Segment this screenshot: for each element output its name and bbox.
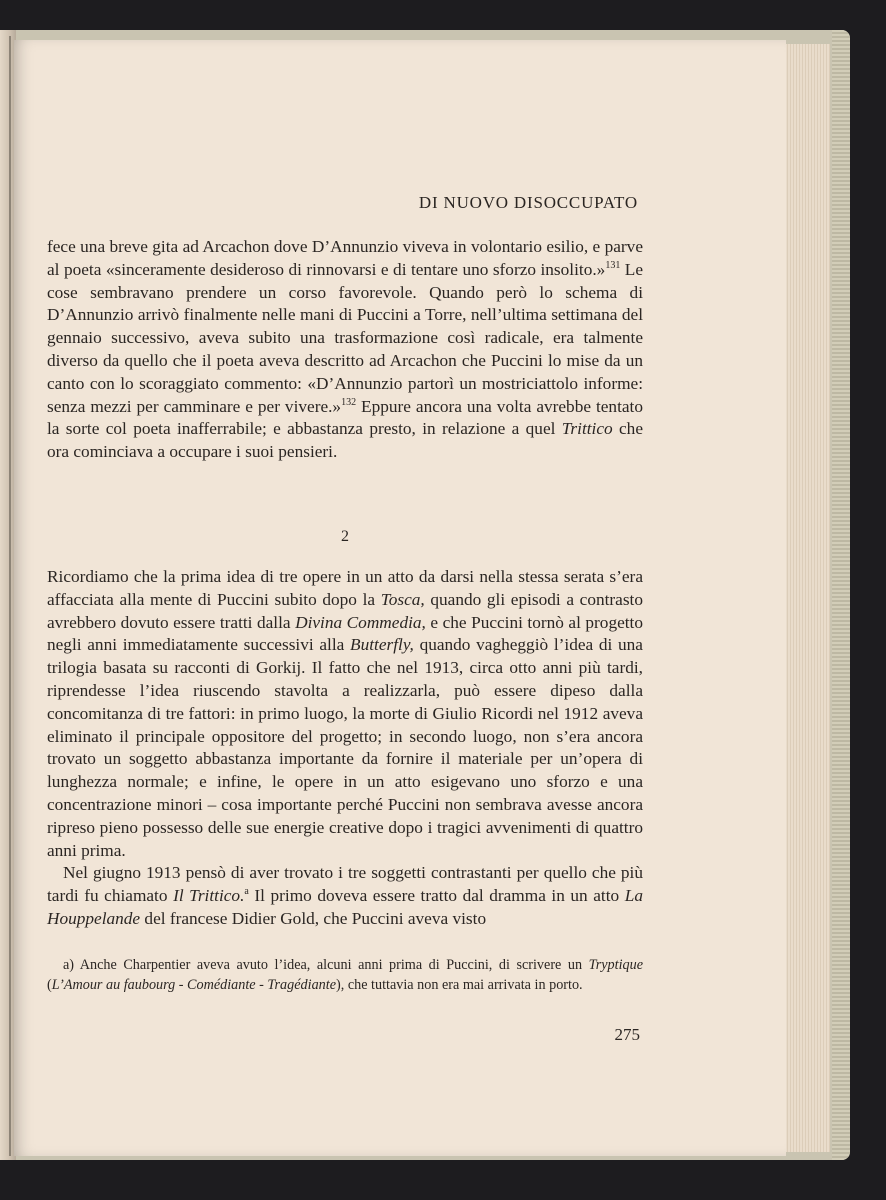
section-2-text (47, 566, 643, 931)
gutter-line (9, 36, 11, 1156)
paragraph-3: Nel giugno 1913 pensò di aver trovato i tre soggetti contrastanti per quello che più tardi fu chiamato Il Trittico.$^a$ Il primo doveva essere tratto dal dramma in un atto La Houppelande del francese Didier Gold, che Puccini aveva visto (47, 863, 643, 928)
endnote-ref-132: 132 (341, 396, 357, 408)
paragraph-1: fece una breve gita ad Arcachon dove D’Annunzio viveva in volontario esilio, e parve al poeta «sinceramente desideroso di rinnovarsi e di tentare uno sforzo insolito.»$^{131}$ Le cose sembravano prendere un corso favorevole. Quando però lo schema di D’Annunzio arrivò finalmente nelle mani di Puccini a Torre, nell’ultima settimana del gennaio successivo, aveva subito una trasformazione così radicale, era talmente diverso da quello che il poeta aveva descritto ad Arcachon che Puccini lo mise da un canto con lo scoraggiato commento: «D’Annunzio partorì un mostriciattolo informe: senza mezzi per camminare e per vivere.»$^{132}$ Eppure ancora una volta avrebbe tentato la sorte col poeta inafferrabile; e abbastanza presto, in relazione a quel Trittico che ora cominciava a occupare i suoi pensieri. (47, 237, 644, 462)
running-head: DI NUOVO DISOCCUPATO (418, 193, 638, 212)
footnote-a: a) Anche Charpentier aveva avuto l’idea, alcuni anni prima di Puccini, di scrivere un Tryptique (L’Amour au faubourg - Comédiante - Tragédiante), che tuttavia non era mai arrivata in porto. (47, 957, 643, 993)
endnote-ref-131: 131 (605, 259, 621, 271)
paragraph-2: Ricordiamo che la prima idea di tre opere in un atto da darsi nella stessa serata s’era affacciata alla mente di Puccini subito dopo la Tosca, quando gli episodi a contrasto avrebbero dovuto essere tratti dalla Divina Commedia, e che Puccini tornò al progetto negli anni immediatamente successivi alla Butterfly, quando vagheggiò l’idea di una trilogia basata su racconti di Gorkij. Il fatto che nel 1913, circa otto anni più tardi, riprendesse l’idea riuscendo stavolta a realizzarla, può essere dipeso dalla concomitanza di tre fattori: in primo luogo, la morte di Giulio Ricordi nel 1912 aveva eliminato il principale oppositore del progetto; in secondo luogo, non s’era ancora trovato un soggetto abbastanza importante da fornire il materiale per un’opera di lunghezza normale; e infine, le opere in un atto esigevano uno sforzo e una concentrazione minori – cosa importante perché Puccini non sembrava avesse ancora ripreso pieno possesso delle sue energie creative dopo i tragici avvenimenti di quattro anni prima. (47, 567, 644, 860)
page-number: 275 (614, 1025, 640, 1044)
section-number: 2 (341, 528, 349, 545)
footnote-mark-a: a (244, 886, 249, 898)
cover-edge (832, 30, 850, 1160)
